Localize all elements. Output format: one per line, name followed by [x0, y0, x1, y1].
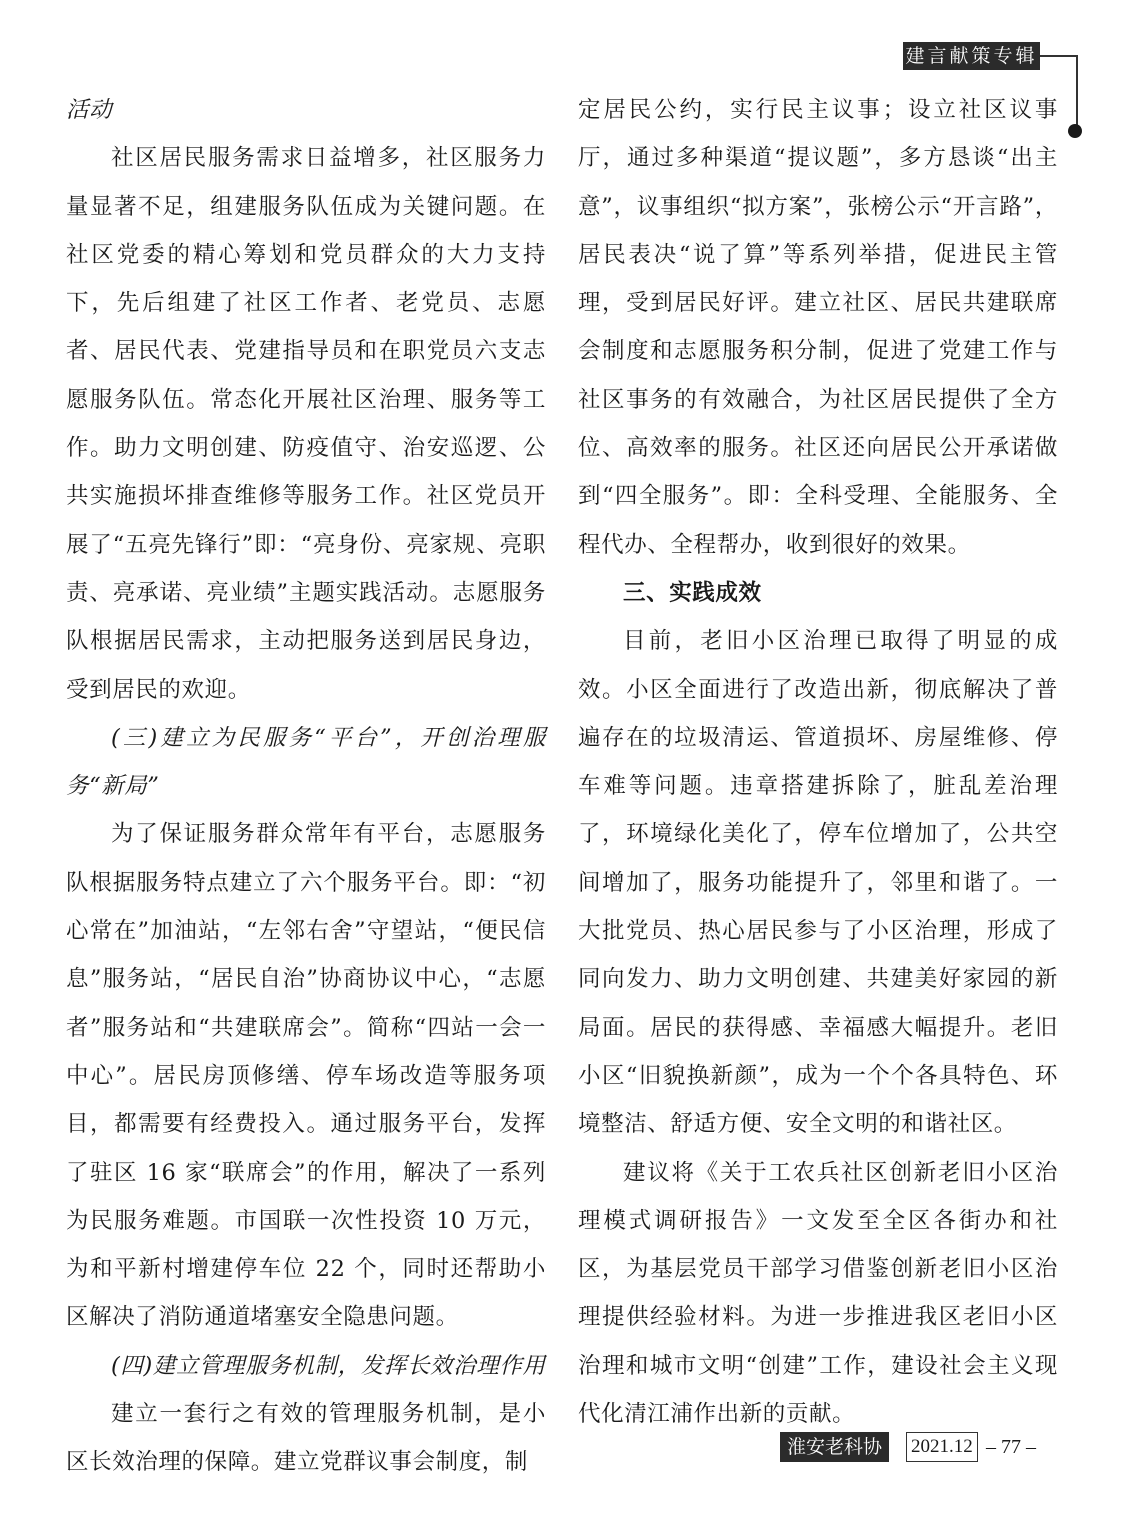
paragraph-continued: 定居民公约，实行民主议事；设立社区议事厅，通过多种渠道“提议题”，多方恳谈“出主意”，议事组织“拟方案”，张榜公示“开言路”，居民表决“说了算”等系列举措，促进民主管理，受到居民好评。建立社区、居民共建联席会制度和志愿服务积分制，促进了党建工作与社区事务的有效融合，为社区居民提供了全方位、高效率的服务。社区还向居民公开承诺做到“四全服务”。即：全科受理、全能服务、全程代办、全程帮办，收到很好的效果。: [578, 97, 1058, 558]
paragraph: 建议将《关于工农兵社区创新老旧小区治理模式调研报告》一文发至全区各街办和社区，为基层党员干部学习借鉴创新老旧小区治理提供经验材料。为进一步推进我区老旧小区治理和城市文明“创建”工作，建设社会主义现代化清江浦作出新的贡献。: [578, 1159, 1058, 1428]
left-column: [66, 86, 546, 1487]
subheading: (四)建立管理服务机制，发挥长效治理作用: [111, 1352, 546, 1379]
page-number: – 77 –: [986, 1436, 1036, 1458]
paragraph: 目前，老旧小区治理已取得了明显的成效。小区全面进行了改造出新，彻底解决了普遍存在的垃圾清运、管道损坏、房屋维修、停车难等问题。违章搭建拆除了，脏乱差治理了，环境绿化美化了，停车位增加了，公共空间增加了，服务功能提升了，邻里和谐了。一大批党员、热心居民参与了小区治理，形成了同向发力、助力文明创建、共建美好家园的新局面。居民的获得感、幸福感大幅提升。老旧小区“旧貌换新颜”，成为一个个各具特色、环境整洁、舒适方便、安全文明的和谐社区。: [578, 628, 1058, 1138]
journal-name: 淮安老科协: [780, 1432, 889, 1462]
header-dot-ornament: [1068, 124, 1082, 138]
paragraph-heading-tail: 活动: [66, 97, 113, 123]
paragraph: 为了保证服务群众常年有平台，志愿服务队根据服务特点建立了六个服务平台。即：“初心常在”加油站，“左邻右舍”守望站，“便民信息”服务站，“居民自治”协商协议中心，“志愿者”服务站和“共建联席会”。简称“四站一会一中心”。居民房顶修缮、停车场改造等服务项目，都需要有经费投入。通过服务平台，发挥了驻区 16 家“联席会”的作用，解决了一系列为民服务难题。市国联一次性投资 10 万元，为和平新村增建停车位 22 个，同时还帮助小区解决了消防通道堵塞安全隐患问题。: [66, 821, 546, 1331]
issue-date: 2021.12: [906, 1432, 978, 1462]
section-tag: 建言献策专辑: [903, 42, 1040, 70]
section-heading: 三、实践成效: [623, 579, 762, 606]
subheading: (三)建立为民服务“平台”，开创治理服务“新局”: [66, 724, 546, 800]
paragraph: 建立一套行之有效的管理服务机制，是小区长效治理的保障。建立党群议事会制度，制: [66, 1401, 546, 1476]
right-column: [578, 86, 1058, 1438]
paragraph: 社区居民服务需求日益增多，社区服务力量显著不足，组建服务队伍成为关键问题。在社区党委的精心筹划和党员群众的大力支持下，先后组建了社区工作者、老党员、志愿者、居民代表、党建指导员和在职党员六支志愿服务队伍。常态化开展社区治理、服务等工作。助力文明创建、防疫值守、治安巡逻、公共实施损坏排查维修等服务工作。社区党员开展了“五亮先锋行”即：“亮身份、亮家规、亮职责、亮承诺、亮业绩”主题实践活动。志愿服务队根据居民需求，主动把服务送到居民身边，受到居民的欢迎。: [66, 145, 546, 703]
